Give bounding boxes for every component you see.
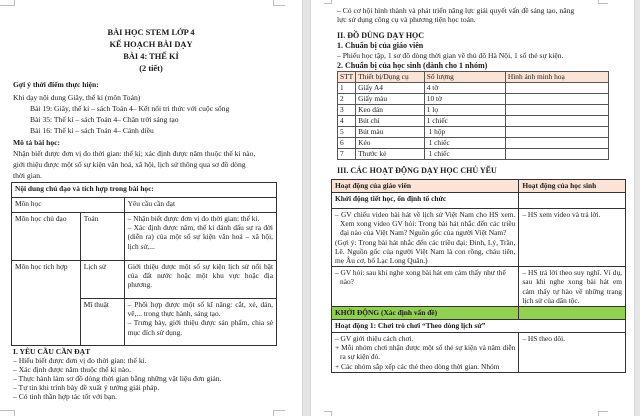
subject-cell: Toán (80, 213, 124, 261)
table-row (338, 83, 609, 94)
warmup-title: Khởi động tiết học, ổn định tổ chức (332, 193, 519, 209)
crop-mark (324, 0, 332, 4)
content-table-title: Nội dung chủ đạo và tích hợp trong bài học: (12, 183, 277, 198)
desc-line: thời gian. (13, 171, 42, 180)
empty-cell (519, 307, 626, 320)
quantity-cell: 1 chiếc (424, 116, 505, 127)
section-heading-equipment: II. ĐỒ DÙNG DẠY HỌC (337, 31, 425, 40)
stt-cell: 7 (338, 149, 356, 160)
carry-line: – Có cơ hội hình thành và phát triển năng lực giải quyết vấn đề sáng tạo, năng (337, 6, 575, 15)
crop-mark (273, 410, 285, 416)
activity-title: Hoạt động 1: Chơi trò chơi “Theo dòng lịch sử” (332, 320, 626, 333)
crop-mark (0, 410, 15, 416)
teacher-activity-cell (332, 209, 519, 267)
equipment-cell: Keo dán (356, 105, 425, 116)
page-edge (634, 0, 640, 416)
teacher-activity-text: – GV hỏi: sau khi nghe xong bài hát em cảm thấy như thế nào? (335, 268, 506, 287)
quantity-cell: 4 tờ (424, 83, 505, 94)
table-row (332, 209, 626, 267)
activity-header-row (332, 180, 626, 193)
suggest-item: Bài 16: Thế kỉ – sách Toán 4– Cánh diều (30, 126, 154, 135)
equipment-cell: Giấy màu (356, 94, 425, 105)
crop-mark (324, 411, 332, 416)
empty-cell (519, 193, 626, 209)
illustration-cell (505, 127, 608, 138)
subject-cell: Lịch sử (80, 261, 124, 299)
requirement-line: – Phối hợp được một số kĩ năng: cắt, xé, dán, vẽ,... trong thực hành, sáng tạo. (127, 300, 273, 319)
col-header-equipment: Thiết bị/Dụng cụ (356, 72, 425, 83)
carry-line: lực sử dụng công cụ và phương tiện học toán. (337, 15, 476, 24)
col-header-requirements: Yêu cầu cần đạt (124, 198, 276, 213)
teacher-activity-text: – GV chiếu video bài hát về lịch sử Việt Nam cho HS xem. Xem xong video GV hỏi: Trong bài hát nhắc đến các triều đại nào của Việt Nam? Nguồn gốc của người Việt Nam? (335, 210, 516, 238)
table-row (332, 193, 626, 209)
equipment-table (337, 71, 609, 160)
teacher-activity-hint: (Gợi ý: Trong bài hát nhắc đến các triều đại: Đinh, Lý, Trần, Lê. Nguồn gốc của người Việt Nam là con rồng, cháu tiên, mẹ Âu cơ, bố Lạc Long Quân.) (335, 237, 516, 266)
content-table (11, 182, 277, 346)
illustration-cell (505, 149, 608, 160)
requirement-item: – Tự tin khi trình bày đề xuất ý tưởng giải pháp. (13, 383, 160, 392)
stt-cell: 1 (338, 83, 356, 94)
suggest-intro: Khi dạy nội dung Giây, thế kỉ (môn Toán) (13, 93, 141, 102)
col-header-illustration: Hình ảnh minh hoạ (505, 72, 608, 83)
requirement-line: – Trưng bày, giới thiệu được sản phẩm, chia sẻ mục đích sử dụng. (127, 318, 273, 337)
crop-mark (0, 0, 15, 6)
doc-title-line: BÀI 4: THẾ KỈ (123, 52, 179, 61)
equipment-cell: Thước kẻ (356, 149, 425, 160)
requirement-item: – Thực hành làm sơ đồ dòng thời gian bằng những vật liệu đơn giản. (13, 374, 222, 383)
requirement-item: – Xác định được năm thuộc thế kỉ nào. (13, 365, 131, 374)
subheading-teacher-prep: 1. Chuẩn bị của giáo viên (337, 41, 424, 50)
requirement-item: – Hiểu biết được đơn vị đo thời gian: thế kỉ. (13, 356, 147, 365)
table-row (332, 333, 626, 373)
suggest-heading: Gợi ý thời điểm thực hiện: (13, 80, 99, 89)
quantity-cell: 1 chiếc (424, 138, 505, 149)
activity-table (331, 179, 626, 373)
table-row (12, 261, 277, 299)
teacher-activity-text: + Các nhóm sắp xếp các thẻ theo dòng thời gian. Nhóm (335, 361, 500, 371)
table-row (338, 127, 609, 138)
teacher-activity-cell (332, 333, 519, 373)
col-header-teacher: Hoạt động của giáo viên (332, 180, 519, 193)
teacher-activity-text: + Mỗi nhóm chơi nhận được một số thẻ sự kiện và năm diễn ra sự kiện đó. (335, 343, 516, 362)
equipment-header-row (338, 72, 609, 83)
document-page-right (311, 0, 634, 416)
table-row (338, 105, 609, 116)
crop-mark (273, 0, 285, 6)
illustration-cell (505, 105, 608, 116)
requirement-line: – Nhận biết được đơn vị đo thời gian: thế kỉ. (127, 214, 260, 223)
teacher-activity-cell (332, 267, 519, 307)
quantity-cell: 1 lọ (424, 105, 505, 116)
stt-cell: 4 (338, 116, 356, 127)
teacher-activity-text: – GV giới thiệu cách chơi. (335, 334, 414, 344)
table-row (338, 149, 609, 160)
equipment-cell: Giấy A4 (356, 83, 425, 94)
stage-row (332, 307, 626, 320)
requirement-line: Giới thiệu được một số sự kiện lịch sử nổi bật của đất nước hoặc một khu vực hoặc địa phương. (127, 262, 273, 290)
document-page-left (0, 0, 302, 416)
page-gutter (302, 0, 311, 416)
col-header-student: Hoạt động của học sinh (519, 180, 626, 193)
col-header-subject: Môn học (12, 198, 125, 213)
requirements-cell (124, 299, 276, 346)
category-cell: Môn học tích hợp (12, 261, 81, 346)
stage-title: KHỞI ĐỘNG (Xác định vấn đề) (332, 307, 519, 320)
table-row (338, 94, 609, 105)
table-row (338, 116, 609, 127)
teacher-prep-text: – Phiếu học tập, 1 sơ đồ dòng thời gian về thủ đô Hà Nội, 1 số thẻ sự kiện. (337, 51, 564, 60)
illustration-cell (505, 138, 608, 149)
student-activity-cell: – HS xem video và trả lời. (519, 209, 626, 267)
crop-mark (598, 411, 608, 416)
requirement-line: – Xác định được năm, thế kỉ đánh dấu sự ra đời (diễn ra) của một số sự kiện văn hoá – xã hội, lịch sử,... (127, 223, 273, 251)
quantity-cell: 1 hộp (424, 127, 505, 138)
illustration-cell (505, 116, 608, 127)
requirements-cell (124, 213, 276, 261)
subheading-student-prep: 2. Chuẩn bị của học sinh (dành cho 1 nhóm) (337, 61, 488, 70)
doc-title-line: KẾ HOẠCH BÀI DẠY (109, 40, 193, 49)
stt-cell: 6 (338, 138, 356, 149)
section-heading-activities: III. CÁC HOẠT ĐỘNG DẠY HỌC CHỦ YẾU (337, 166, 497, 175)
section-heading-requirements: I. YÊU CẦU CẦN ĐẠT (13, 347, 91, 356)
student-activity-cell: – HS theo dõi. (519, 333, 626, 373)
desc-line: giới thiệu được một số sự kiện văn hoá, xã hội, lịch sử thông qua sơ đồ dòng (13, 160, 246, 169)
col-header-quantity: Số lượng (424, 72, 505, 83)
doc-title-line: (2 tiết) (139, 64, 163, 73)
subject-cell: Mĩ thuật (80, 299, 124, 346)
desc-line: Nhận biết được đơn vị đo thời gian: thế kỉ; xác định được năm thuộc thế kỉ nào, (13, 149, 256, 158)
quantity-cell: 10 tờ (424, 94, 505, 105)
col-header-stt: STT (338, 72, 356, 83)
illustration-cell (505, 83, 608, 94)
stt-cell: 2 (338, 94, 356, 105)
equipment-cell: Bút màu (356, 127, 425, 138)
quantity-cell: 1 chiếc (424, 149, 505, 160)
suggest-item: Bài 35: Thế kỉ – sách Toán 4– Chân trời sáng tạo (30, 115, 179, 124)
doc-title-line: BÀI HỌC STEM LỚP 4 (107, 28, 195, 37)
equipment-cell: Kéo (356, 138, 425, 149)
table-row (332, 267, 626, 307)
desc-heading: Mô tả bài học: (13, 138, 61, 147)
stt-cell: 5 (338, 127, 356, 138)
stt-cell: 3 (338, 105, 356, 116)
student-activity-cell: – HS trả lời theo suy nghĩ. Ví dụ, sau khi nghe xong bài hát em cảm thấy tự hào về những trang lịch sử của dân tộc. (519, 267, 626, 307)
equipment-cell: Bút chì (356, 116, 425, 127)
requirements-cell (124, 261, 276, 299)
table-row (12, 213, 277, 261)
category-cell: Môn học chủ đạo (12, 213, 81, 261)
table-row (332, 320, 626, 333)
table-row (338, 138, 609, 149)
suggest-item: Bài 19: Giây, thế kỉ – sách Toán 4– Kết nối tri thức với cuộc sống (30, 104, 230, 113)
illustration-cell (505, 94, 608, 105)
requirement-item: – Có tinh thần hợp tác tốt với bạn. (13, 392, 117, 401)
crop-mark (598, 0, 608, 4)
